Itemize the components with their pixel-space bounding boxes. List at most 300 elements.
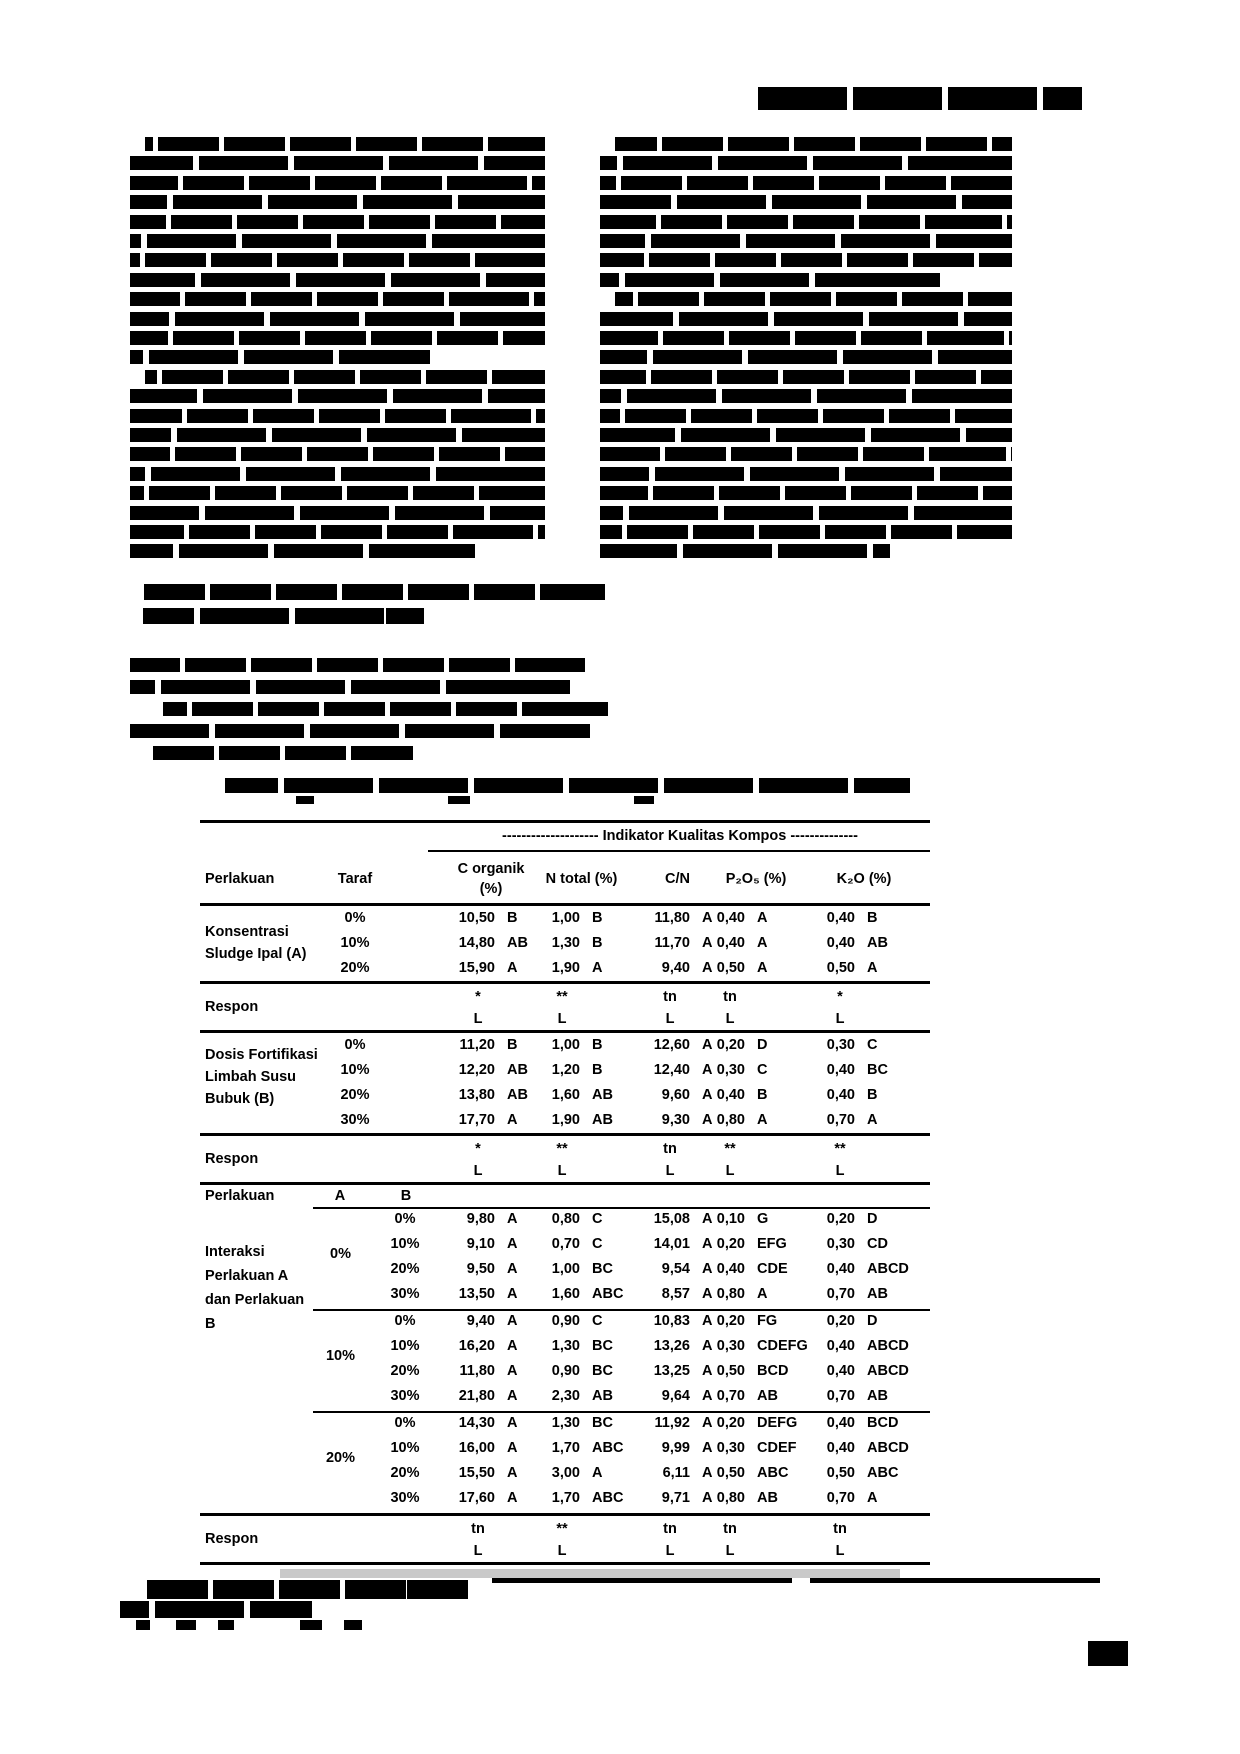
cell-sig-letter: AB [867,935,888,951]
redacted-body-line [130,350,430,364]
cell-value: 8,57 [661,1286,690,1302]
redacted-body-line [600,486,1012,500]
cell-value: 3,00 [551,1465,580,1481]
cell-sig-letter: A [757,935,768,951]
cell-value: 0,40 [716,935,745,951]
cell-sig-letter: A [702,1037,713,1053]
respon-significance: ** [834,1141,846,1157]
respon-pattern: L [665,1163,675,1179]
table-rule [200,1133,930,1136]
cell-value: 0,50 [826,960,855,976]
cell-taraf: 10% [390,1338,420,1354]
cell-sig-letter: ABCD [867,1338,909,1354]
cell-value: 0,40 [826,1440,855,1456]
respon-significance: tn [663,1521,677,1537]
cell-taraf: 30% [390,1490,420,1506]
table-rule [200,1562,930,1565]
respon-pattern: L [557,1011,567,1027]
table-rule [428,850,930,852]
cell-value: 0,70 [826,1286,855,1302]
respon-label: Respon [205,999,259,1015]
redacted-body-line [600,156,1012,170]
table-rule [200,1030,930,1033]
cell-sig-letter: A [702,1313,713,1329]
cell-sig-letter: BC [592,1415,613,1431]
redacted-body-line [130,409,545,423]
redacted-body-line [130,292,545,306]
cell-sig-letter: B [867,910,878,926]
cell-sig-letter: A [702,960,713,976]
cell-sig-letter: BC [592,1363,613,1379]
respon-significance: ** [556,989,568,1005]
cell-value: 10,83 [653,1313,690,1329]
redacted-footnote-mark [344,1620,362,1630]
cell-value: 0,40 [826,1062,855,1078]
cell-sig-letter: A [507,1338,518,1354]
cell-sig-letter: A [507,1465,518,1481]
redacted-body-line [600,234,1012,248]
cell-value: 16,20 [458,1338,495,1354]
cell-value: 0,80 [716,1112,745,1128]
cell-sig-letter: A [507,1440,518,1456]
cell-sig-letter: A [702,1363,713,1379]
cell-sig-letter: B [592,1037,603,1053]
cell-sig-letter: C [757,1062,768,1078]
redacted-body-line [600,506,1012,520]
cell-sig-letter: A [592,1465,603,1481]
cell-sig-letter: A [507,1112,518,1128]
cell-sig-letter: A [702,1236,713,1252]
respon-significance: tn [723,989,737,1005]
cell-sig-letter: A [507,1286,518,1302]
cell-taraf: 30% [390,1286,420,1302]
redacted-body-line [130,525,545,539]
respon-significance: * [475,1141,481,1157]
cell-value: 17,70 [458,1112,495,1128]
cell-sig-letter: CDEF [757,1440,797,1456]
respon-pattern: L [473,1011,483,1027]
redacted-body-line [130,176,545,190]
cell-value: 9,80 [466,1211,495,1227]
table-rule [200,1513,930,1516]
table-rule [313,1411,930,1413]
redacted-body-line [600,350,1012,364]
respon-pattern: L [725,1543,735,1559]
cell-value: 0,50 [716,960,745,976]
col-header-n-total: N total (%) [545,871,618,887]
redacted-caption-mark [296,796,314,804]
redacted-body-line [130,486,545,500]
cell-value: 0,20 [826,1211,855,1227]
respon-significance: ** [556,1141,568,1157]
section-label: Perlakuan A [205,1268,289,1284]
cell-value: 1,30 [551,935,580,951]
respon-pattern: L [557,1543,567,1559]
col-header-k2o: K₂O (%) [836,871,892,887]
cell-value: 0,90 [551,1313,580,1329]
cell-sig-letter: B [867,1087,878,1103]
redacted-body-line [150,746,415,760]
cell-value: 0,30 [826,1037,855,1053]
redacted-body-line [130,253,545,267]
redacted-body-line [130,156,545,170]
respon-pattern: L [725,1011,735,1027]
redacted-body-line [600,370,1012,384]
cell-value: 11,80 [654,910,690,926]
cell-taraf: 20% [340,1087,370,1103]
cell-sig-letter: A [507,1211,518,1227]
respon-significance: tn [663,989,677,1005]
col-header-perlakuan: Perlakuan [205,871,275,887]
redacted-section-heading [143,584,609,600]
section-label: Sludge Ipal (A) [205,946,307,962]
cell-sig-letter: ABC [592,1286,624,1302]
respon-significance: tn [833,1521,847,1537]
respon-pattern: L [835,1011,845,1027]
cell-sig-letter: A [702,1286,713,1302]
cell-sig-letter: BCD [867,1415,899,1431]
cell-sig-letter: BC [592,1338,613,1354]
table-rule [200,1182,930,1185]
cell-factor-a: 10% [325,1348,356,1364]
cell-value: 0,40 [716,1087,745,1103]
cell-sig-letter: A [702,1465,713,1481]
cell-value: 1,90 [551,1112,580,1128]
cell-value: 0,70 [716,1388,745,1404]
cell-value: 1,30 [551,1415,580,1431]
cell-value: 11,70 [654,935,690,951]
redacted-body-line [130,234,545,248]
cell-value: 0,40 [716,1261,745,1277]
cell-sig-letter: DEFG [757,1415,798,1431]
cell-value: 15,50 [458,1465,495,1481]
cell-sig-letter: ABCD [867,1363,909,1379]
cell-sig-letter: AB [757,1490,778,1506]
cell-value: 0,30 [826,1236,855,1252]
cell-sig-letter: D [867,1211,878,1227]
cell-value: 14,80 [458,935,495,951]
cell-value: 1,30 [551,1338,580,1354]
cell-value: 0,90 [551,1363,580,1379]
respon-pattern: L [835,1543,845,1559]
cell-factor-a: 20% [325,1450,356,1466]
cell-sig-letter: A [757,1286,768,1302]
cell-value: 0,40 [826,1087,855,1103]
section-label: Interaksi [205,1244,265,1260]
cell-value: 1,00 [551,1261,580,1277]
cell-sig-letter: AB [507,1087,528,1103]
redacted-body-line [130,724,590,738]
cell-sig-letter: A [507,1490,518,1506]
cell-sig-letter: A [702,910,713,926]
cell-value: 14,01 [653,1236,690,1252]
redacted-body-line [130,544,475,558]
respon-significance: tn [723,1521,737,1537]
col-header-c-organik: C organik [457,861,525,877]
cell-value: 13,80 [458,1087,495,1103]
cell-value: 0,50 [826,1465,855,1481]
cell-value: 0,20 [716,1415,745,1431]
redacted-footnote-line [120,1601,312,1618]
cell-taraf: 10% [340,935,370,951]
redacted-body-line [130,195,545,209]
cell-sig-letter: C [867,1037,878,1053]
respon-pattern: L [835,1163,845,1179]
cell-taraf: 10% [390,1440,420,1456]
cell-sig-letter: C [592,1313,603,1329]
cell-sig-letter: BCD [757,1363,789,1379]
cell-value: 0,20 [716,1037,745,1053]
cell-value: 0,70 [826,1388,855,1404]
cell-value: 0,80 [551,1211,580,1227]
subheader-b: B [400,1188,412,1204]
cell-taraf: 0% [394,1415,416,1431]
cell-value: 0,40 [826,910,855,926]
cell-value: 9,99 [661,1440,690,1456]
cell-value: 0,20 [716,1236,745,1252]
col-header-c-organik-unit: (%) [479,881,503,897]
redacted-body-line [130,680,570,694]
cell-value: 9,64 [661,1388,690,1404]
redacted-body-line [130,312,545,326]
cell-value: 0,30 [716,1062,745,1078]
cell-taraf: 30% [340,1112,370,1128]
cell-value: 21,80 [458,1388,495,1404]
cell-sig-letter: A [507,1388,518,1404]
cell-value: 9,50 [466,1261,495,1277]
cell-sig-letter: A [507,1313,518,1329]
cell-value: 13,26 [653,1338,690,1354]
cell-sig-letter: AB [507,935,528,951]
redacted-footnote-line [492,1578,792,1583]
respon-pattern: L [665,1011,675,1027]
cell-sig-letter: ABC [867,1465,899,1481]
cell-value: 12,60 [653,1037,690,1053]
cell-value: 9,30 [661,1112,690,1128]
redacted-body-line [615,292,1012,306]
cell-taraf: 20% [390,1465,420,1481]
cell-value: 2,30 [551,1388,580,1404]
cell-value: 17,60 [458,1490,495,1506]
col-header-cn: C/N [665,871,690,887]
redacted-body-line [130,506,545,520]
cell-value: 1,70 [551,1440,580,1456]
redacted-body-line [615,137,1012,151]
redacted-body-line [600,544,890,558]
cell-sig-letter: A [507,960,518,976]
cell-taraf: 30% [390,1388,420,1404]
cell-value: 9,40 [466,1313,495,1329]
respon-significance: ** [556,1521,568,1537]
cell-factor-a: 0% [330,1246,351,1262]
redacted-page-number [1088,1641,1128,1666]
cell-value: 0,70 [826,1112,855,1128]
cell-sig-letter: A [867,1112,878,1128]
cell-value: 0,80 [716,1286,745,1302]
cell-value: 13,25 [653,1363,690,1379]
cell-sig-letter: A [702,1261,713,1277]
redacted-body-line [130,658,585,672]
section-label: Konsentrasi [205,924,289,940]
cell-sig-letter: AB [507,1062,528,1078]
redacted-section-heading [143,608,424,624]
redacted-body-line [130,273,545,287]
cell-value: 0,40 [826,935,855,951]
cell-value: 0,40 [826,1363,855,1379]
redacted-body-line [130,331,545,345]
cell-sig-letter: B [507,1037,518,1053]
redacted-body-line [600,253,1012,267]
table-rule [200,981,930,984]
cell-taraf: 0% [394,1313,416,1329]
cell-sig-letter: C [592,1211,603,1227]
redacted-footnote-mark [300,1620,322,1630]
cell-value: 0,80 [716,1490,745,1506]
cell-sig-letter: A [867,1490,878,1506]
cell-taraf: 20% [390,1363,420,1379]
cell-value: 1,60 [551,1087,580,1103]
redacted-footnote-mark [136,1620,150,1630]
cell-sig-letter: B [507,910,518,926]
cell-value: 15,90 [458,960,495,976]
respon-pattern: L [665,1543,675,1559]
cell-sig-letter: A [702,1338,713,1354]
cell-value: 1,90 [551,960,580,976]
cell-sig-letter: CDEFG [757,1338,808,1354]
cell-sig-letter: D [867,1313,878,1329]
redacted-body-line [130,215,545,229]
redacted-body-line [600,525,1012,539]
table-rule [200,903,930,906]
cell-sig-letter: EFG [757,1236,787,1252]
table-rule [313,1309,930,1311]
respon-significance: tn [663,1141,677,1157]
cell-value: 10,50 [458,910,495,926]
redacted-footnote-line [810,1578,1100,1583]
cell-sig-letter: AB [867,1286,888,1302]
cell-value: 16,00 [458,1440,495,1456]
redacted-body-line [163,702,608,716]
cell-value: 9,40 [661,960,690,976]
cell-value: 15,08 [653,1211,690,1227]
col-header-taraf: Taraf [337,871,373,887]
cell-value: 9,54 [661,1261,690,1277]
cell-sig-letter: B [757,1087,768,1103]
cell-sig-letter: A [702,935,713,951]
redacted-body-line [130,467,545,481]
cell-value: 0,40 [716,910,745,926]
redacted-journal-header [758,87,1082,110]
redacted-body-line [600,467,1012,481]
respon-pattern: L [725,1163,735,1179]
cell-sig-letter: A [702,1211,713,1227]
col-header-p2o5: P₂O₅ (%) [725,871,787,887]
subheader-a: A [334,1188,346,1204]
cell-taraf: 0% [344,910,366,926]
cell-value: 1,60 [551,1286,580,1302]
cell-value: 0,30 [716,1440,745,1456]
table-rule [200,820,930,823]
cell-taraf: 20% [340,960,370,976]
respon-label: Respon [205,1151,259,1167]
redacted-body-line [145,370,545,384]
cell-value: 0,70 [551,1236,580,1252]
redacted-caption-mark [448,796,470,804]
cell-sig-letter: A [757,960,768,976]
cell-value: 0,40 [826,1261,855,1277]
cell-taraf: 10% [340,1062,370,1078]
cell-taraf: 10% [390,1236,420,1252]
cell-value: 12,40 [653,1062,690,1078]
redacted-body-line [600,176,1012,190]
section-label: Dosis Fortifikasi [205,1047,318,1063]
redacted-body-line [600,447,1012,461]
cell-value: 1,00 [551,910,580,926]
cell-sig-letter: G [757,1211,769,1227]
cell-sig-letter: AB [757,1388,778,1404]
respon-pattern: L [473,1543,483,1559]
cell-sig-letter: A [702,1490,713,1506]
cell-sig-letter: ABC [592,1440,624,1456]
cell-sig-letter: A [757,1112,768,1128]
cell-sig-letter: ABCD [867,1261,909,1277]
cell-sig-letter: FG [757,1313,778,1329]
cell-value: 13,50 [458,1286,495,1302]
respon-significance: tn [471,1521,485,1537]
cell-value: 11,80 [459,1363,495,1379]
section-label: Limbah Susu [205,1069,297,1085]
cell-value: 0,20 [826,1313,855,1329]
cell-value: 9,71 [661,1490,690,1506]
cell-sig-letter: A [592,960,603,976]
cell-sig-letter: B [592,935,603,951]
redacted-footnote-line [142,1580,468,1599]
cell-value: 1,20 [551,1062,580,1078]
section-label: dan Perlakuan [205,1292,305,1308]
redacted-footnote-mark [176,1620,196,1630]
cell-sig-letter: BC [592,1261,613,1277]
cell-value: 12,20 [458,1062,495,1078]
cell-sig-letter: A [702,1112,713,1128]
respon-significance: ** [724,1141,736,1157]
cell-sig-letter: A [702,1062,713,1078]
cell-value: 0,30 [716,1338,745,1354]
cell-value: 6,11 [662,1465,690,1481]
cell-taraf: 0% [344,1037,366,1053]
cell-value: 0,50 [716,1465,745,1481]
cell-value: 0,10 [716,1211,745,1227]
cell-sig-letter: AB [592,1388,613,1404]
cell-taraf: 20% [390,1261,420,1277]
section-label: B [205,1316,216,1332]
respon-pattern: L [557,1163,567,1179]
redacted-body-line [600,273,940,287]
cell-sig-letter: A [702,1440,713,1456]
respon-label: Respon [205,1531,259,1547]
redacted-body-line [600,312,1012,326]
cell-sig-letter: A [507,1261,518,1277]
redacted-body-line [130,447,545,461]
cell-value: 1,70 [551,1490,580,1506]
kompos-quality-table [200,820,930,1568]
redacted-body-line [145,137,545,151]
cell-sig-letter: BC [867,1062,888,1078]
cell-sig-letter: A [867,960,878,976]
table-spanner-header: -------------------- Indikator Kualitas Kompos -------------- [502,828,858,844]
redacted-body-line [130,389,545,403]
section-label: Bubuk (B) [205,1091,275,1107]
cell-sig-letter: B [592,1062,603,1078]
